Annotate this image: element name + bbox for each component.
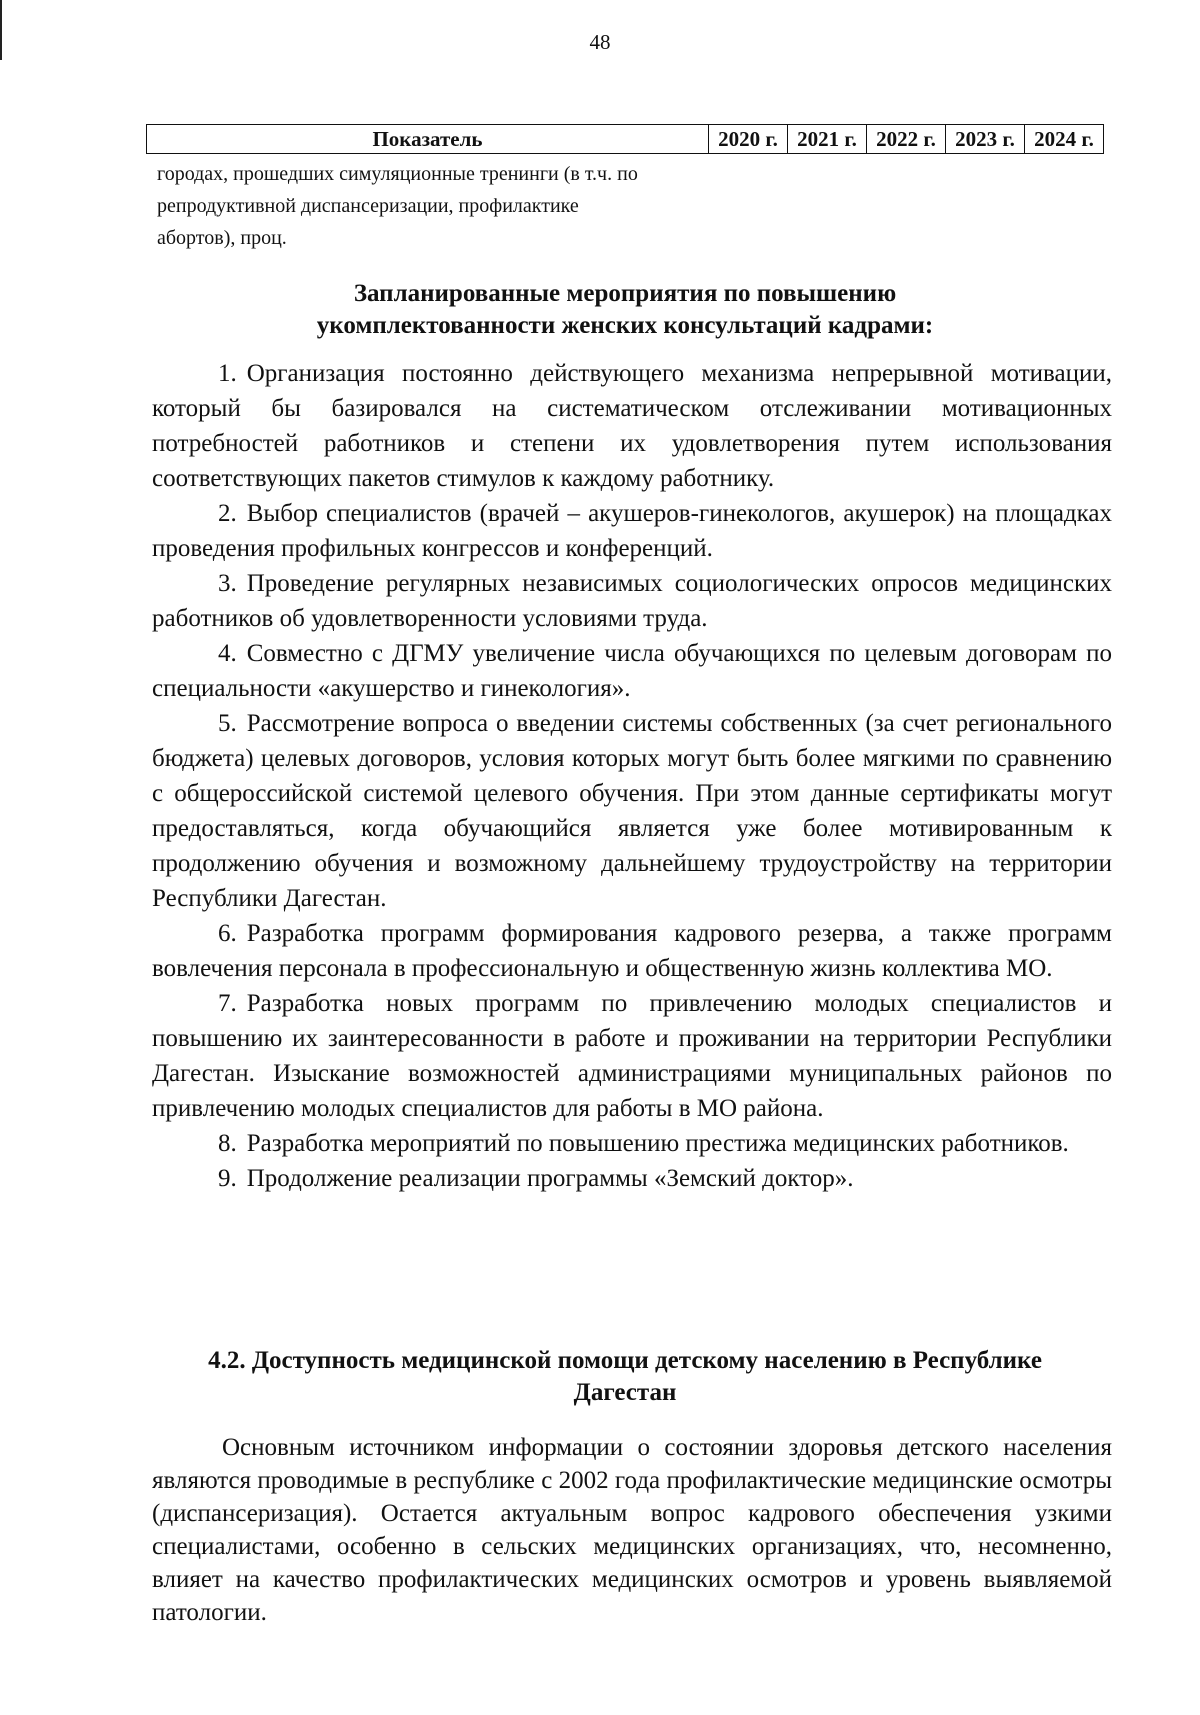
list-item — [152, 986, 1112, 1126]
item-number: 9. — [218, 1165, 237, 1192]
item-text: Разработка мероприятий по повышению престижа медицинских работников. — [246, 1130, 1069, 1157]
header-year-2023: 2023 г. — [945, 125, 1024, 153]
list-item — [152, 496, 1112, 566]
list-item — [152, 1161, 1112, 1196]
measures-list — [152, 356, 1112, 1196]
section-heading-line: укомплектованности женских консультаций кадрами: — [316, 312, 934, 339]
item-text: Организация постоянно действующего механизма непрерывной мотивации, который бы базировался на систематическом отслеживании мотивационных потребностей работников и степени их удовлетворения путем использования соответствующих пакетов стимулов к каждому работнику. — [152, 360, 1112, 492]
section-heading-line: Запланированные мероприятия по повышению — [353, 280, 897, 307]
list-item — [152, 916, 1112, 986]
section-heading-line: 4.2. Доступность медицинской помощи детскому населению в Республике — [208, 1347, 1042, 1374]
cell-line: репродуктивной диспансеризации, профилактике — [157, 195, 579, 217]
item-number: 4. — [218, 640, 237, 667]
list-item — [152, 706, 1112, 916]
item-number: 3. — [218, 570, 237, 597]
section-heading — [140, 1345, 1110, 1409]
page-number: 48 — [589, 30, 611, 54]
header-year-2024: 2024 г. — [1024, 125, 1103, 153]
list-item — [152, 356, 1112, 496]
list-item — [152, 566, 1112, 636]
item-number: 8. — [218, 1130, 237, 1157]
header-indicator: Показатель — [372, 127, 483, 151]
section-heading — [140, 278, 1110, 342]
item-text: Разработка программ формирования кадрового резерва, а также программ вовлечения персонала в профессиональную и общественную жизнь коллектива МО. — [152, 920, 1112, 982]
header-year-2020: 2020 г. — [708, 125, 787, 153]
indicator-table-header — [146, 124, 1104, 154]
item-number: 1. — [218, 360, 237, 387]
item-number: 7. — [218, 990, 237, 1017]
item-text: Рассмотрение вопроса о введении системы собственных (за счет регионального бюджета) целевых договоров, условия которых могут быть более мягкими по сравнению с общероссийской системой целевого обучения. При этом данные сертификаты могут предоставляться, когда обучающийся является уже более мотивированным к продолжению обучения и возможному дальнейшему трудоустройству на территории Республики Дагестан. — [152, 710, 1112, 912]
section-heading-line: Дагестан — [573, 1379, 677, 1406]
body-paragraph: Основным источником информации о состоянии здоровья детского населения являются проводимые в республике с 2002 года профилактические медицинские осмотры (диспансеризация). Остается актуальным вопрос кадрового обеспечения узкими специалистами, особенно в сельских медицинских организациях, что, несомненно, влияет на качество профилактических медицинских осмотров и уровень выявляемой патологии. — [152, 1434, 1112, 1626]
list-item — [152, 1126, 1112, 1161]
item-text: Выбор специалистов (врачей – акушеров-гинекологов, акушерок) на площадках проведения профильных конгрессов и конференций. — [152, 500, 1112, 562]
table-continued-cell — [157, 158, 717, 254]
header-year-2021: 2021 г. — [787, 125, 866, 153]
item-text: Продолжение реализации программы «Земский доктор». — [246, 1165, 854, 1192]
item-text: Совместно с ДГМУ увеличение числа обучающихся по целевым договорам по специальности «акушерство и гинекология». — [152, 640, 1112, 702]
item-number: 6. — [218, 920, 237, 947]
header-year-2022: 2022 г. — [866, 125, 945, 153]
cell-line: городах, прошедших симуляционные тренинги (в т.ч. по — [157, 163, 638, 185]
item-text: Разработка новых программ по привлечению молодых специалистов и повышению их заинтересованности в работе и проживании на территории Республики Дагестан. Изыскание возможностей администрациями муниципальных районов по привлечению молодых специалистов для работы в МО района. — [152, 990, 1112, 1122]
list-item — [152, 636, 1112, 706]
cell-line: абортов), проц. — [157, 227, 287, 249]
item-text: Проведение регулярных независимых социологических опросов медицинских работников об удовлетворенности условиями труда. — [152, 570, 1112, 632]
item-number: 5. — [218, 710, 237, 737]
item-number: 2. — [218, 500, 237, 527]
